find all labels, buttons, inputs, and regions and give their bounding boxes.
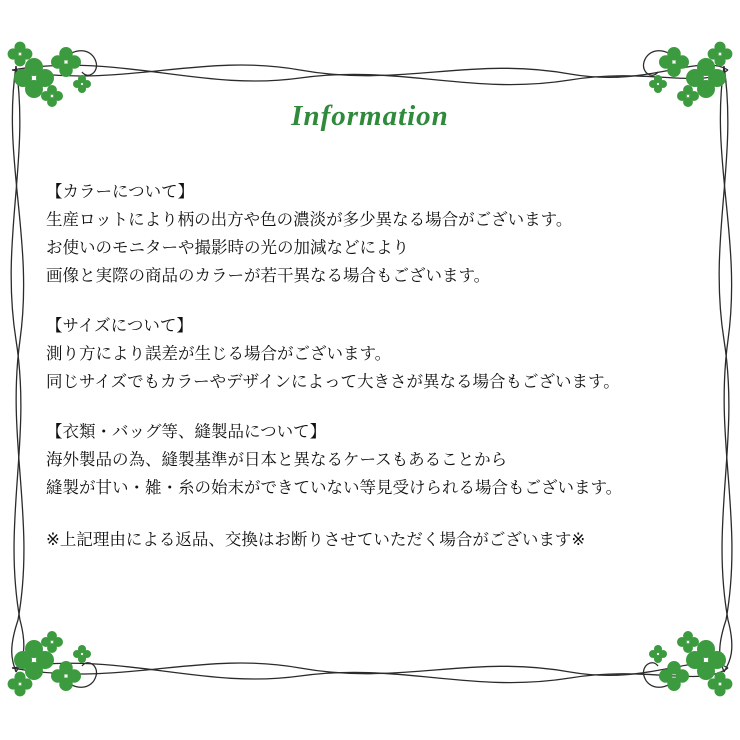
footnote-text: ※上記理由による返品、交換はお断りさせていただく場合がございます※ [46,530,586,549]
section-sewn-products [46,418,696,502]
section-line: 生産ロットにより柄の出方や色の濃淡が多少異なる場合がございます。 [46,210,573,229]
section-line: 測り方により誤差が生じる場合がございます。 [46,344,392,363]
section-heading: 【サイズについて】 [46,316,193,335]
section-color [46,178,696,290]
page-title: Information [291,100,449,132]
section-line: 同じサイズでもカラーやデザインによって大きさが異なる場合もございます。 [46,372,620,391]
section-size [46,312,696,396]
section-heading: 【衣類・バッグ等、縫製品について】 [46,422,327,441]
section-heading: 【カラーについて】 [46,182,195,201]
information-body [46,178,696,550]
section-line: お使いのモニターや撮影時の光の加減などにより [46,238,409,257]
section-line: 画像と実際の商品のカラーが若干異なる場合もございます。 [46,266,491,285]
section-line: 海外製品の為、縫製基準が日本と異なるケースもあることから [46,450,508,469]
section-line: 縫製が甘い・雑・糸の始末ができていない等見受けられる場合もございます。 [46,478,623,497]
footnote [46,526,696,550]
